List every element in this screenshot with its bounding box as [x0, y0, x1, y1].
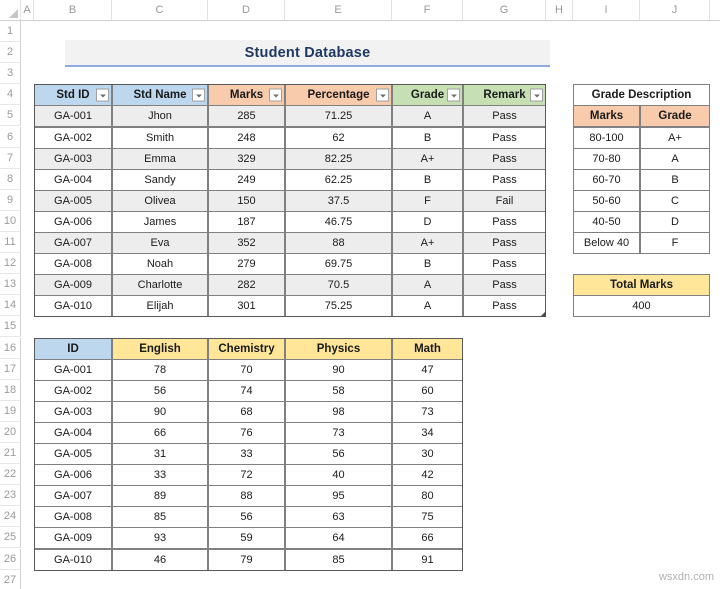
column-header-a[interactable]: A — [21, 0, 34, 20]
subject-cell-chemistry[interactable]: 56 — [208, 506, 285, 528]
student-cell-percentage[interactable]: 62.25 — [285, 169, 392, 191]
row-header-18[interactable]: 18 — [0, 380, 21, 401]
row-header-13[interactable]: 13 — [0, 274, 21, 295]
student-cell-grade[interactable]: F — [392, 190, 463, 212]
subject-cell-chemistry[interactable]: 74 — [208, 380, 285, 402]
subject-cell-id[interactable]: GA-001 — [34, 359, 112, 381]
student-cell-id[interactable]: GA-009 — [34, 274, 112, 296]
subject-cell-id[interactable]: GA-007 — [34, 485, 112, 507]
student-cell-grade[interactable]: B — [392, 253, 463, 275]
subject-cell-chemistry[interactable]: 68 — [208, 401, 285, 423]
row-header-14[interactable]: 14 — [0, 295, 21, 316]
row-header-12[interactable]: 12 — [0, 253, 21, 274]
subject-cell-math[interactable]: 66 — [392, 527, 463, 549]
table-resize-grip[interactable] — [540, 311, 546, 317]
subject-cell-english[interactable]: 33 — [112, 464, 208, 486]
student-cell-remark[interactable]: Pass — [463, 105, 546, 127]
row-header-5[interactable]: 5 — [0, 105, 21, 126]
student-cell-percentage[interactable]: 88 — [285, 232, 392, 254]
row-header-2[interactable]: 2 — [0, 42, 21, 63]
row-header-26[interactable]: 26 — [0, 549, 21, 570]
student-cell-grade[interactable]: D — [392, 211, 463, 233]
row-header-1[interactable]: 1 — [0, 21, 21, 42]
grade-description-cell-marks[interactable]: 40-50 — [573, 211, 640, 233]
student-cell-id[interactable]: GA-001 — [34, 105, 112, 127]
student-table-header-name[interactable]: Std Name — [112, 84, 208, 106]
student-cell-name[interactable]: Olivea — [112, 190, 208, 212]
column-header-strip — [0, 0, 720, 21]
student-cell-grade[interactable]: B — [392, 169, 463, 191]
grade-description-cell-grade[interactable]: B — [640, 169, 710, 191]
student-cell-marks[interactable]: 301 — [208, 295, 285, 317]
student-cell-grade[interactable]: A — [392, 105, 463, 127]
student-cell-marks[interactable]: 352 — [208, 232, 285, 254]
row-header-21[interactable]: 21 — [0, 443, 21, 464]
student-cell-remark[interactable]: Pass — [463, 232, 546, 254]
row-header-4[interactable]: 4 — [0, 84, 21, 105]
row-header-15[interactable]: 15 — [0, 316, 21, 337]
subject-cell-physics[interactable]: 64 — [285, 527, 392, 549]
row-header-8[interactable]: 8 — [0, 169, 21, 190]
column-header-c[interactable]: C — [112, 0, 208, 20]
grade-description-cell-grade[interactable]: A+ — [640, 127, 710, 149]
student-cell-percentage[interactable]: 69.75 — [285, 253, 392, 275]
subject-cell-physics[interactable]: 63 — [285, 506, 392, 528]
row-header-19[interactable]: 19 — [0, 401, 21, 422]
subject-cell-math[interactable]: 42 — [392, 464, 463, 486]
student-cell-marks[interactable]: 279 — [208, 253, 285, 275]
subject-cell-math[interactable]: 73 — [392, 401, 463, 423]
grade-description-header-grade: Grade — [640, 105, 710, 127]
student-table-header-grade[interactable]: Grade — [392, 84, 463, 106]
grade-description-header-marks: Marks — [573, 105, 640, 127]
student-cell-remark[interactable]: Pass — [463, 295, 546, 317]
column-header-d[interactable]: D — [208, 0, 285, 20]
student-cell-remark[interactable]: Pass — [463, 148, 546, 170]
student-table-header-marks[interactable]: Marks — [208, 84, 285, 106]
student-cell-grade[interactable]: A+ — [392, 232, 463, 254]
row-header-10[interactable]: 10 — [0, 211, 21, 232]
row-header-23[interactable]: 23 — [0, 485, 21, 506]
grade-description-cell-marks[interactable]: 50-60 — [573, 190, 640, 212]
subject-cell-math[interactable]: 80 — [392, 485, 463, 507]
subject-cell-english[interactable]: 89 — [112, 485, 208, 507]
grade-description-cell-grade[interactable]: D — [640, 211, 710, 233]
student-cell-percentage[interactable]: 71.25 — [285, 105, 392, 127]
select-all-triangle-icon — [9, 9, 18, 18]
student-cell-grade[interactable]: B — [392, 127, 463, 149]
row-header-25[interactable]: 25 — [0, 527, 21, 548]
subject-cell-physics[interactable]: 73 — [285, 422, 392, 444]
grade-description-cell-marks[interactable]: 70-80 — [573, 148, 640, 170]
student-cell-id[interactable]: GA-005 — [34, 190, 112, 212]
row-header-7[interactable]: 7 — [0, 148, 21, 169]
filter-dropdown-icon[interactable] — [96, 89, 109, 102]
subject-cell-chemistry[interactable]: 88 — [208, 485, 285, 507]
student-cell-id[interactable]: GA-008 — [34, 253, 112, 275]
student-cell-marks[interactable]: 285 — [208, 105, 285, 127]
subject-cell-english[interactable]: 93 — [112, 527, 208, 549]
subject-cell-physics[interactable]: 56 — [285, 443, 392, 465]
subject-cell-math[interactable]: 30 — [392, 443, 463, 465]
student-cell-percentage[interactable]: 70.5 — [285, 274, 392, 296]
student-cell-marks[interactable]: 249 — [208, 169, 285, 191]
column-header-g[interactable]: G — [463, 0, 546, 20]
student-cell-percentage[interactable]: 62 — [285, 127, 392, 149]
column-header-e[interactable]: E — [285, 0, 392, 20]
subject-table-header-physics: Physics — [285, 338, 392, 360]
student-cell-marks[interactable]: 150 — [208, 190, 285, 212]
filter-dropdown-icon[interactable] — [192, 89, 205, 102]
student-cell-percentage[interactable]: 75.25 — [285, 295, 392, 317]
student-cell-name[interactable]: Jhon — [112, 105, 208, 127]
student-cell-id[interactable]: GA-002 — [34, 127, 112, 149]
row-header-17[interactable]: 17 — [0, 359, 21, 380]
subject-cell-id[interactable]: GA-003 — [34, 401, 112, 423]
row-header-24[interactable]: 24 — [0, 506, 21, 527]
subject-cell-chemistry[interactable]: 79 — [208, 549, 285, 571]
column-header-f[interactable]: F — [392, 0, 463, 20]
subject-cell-physics[interactable]: 98 — [285, 401, 392, 423]
subject-cell-id[interactable]: GA-009 — [34, 527, 112, 549]
student-cell-remark[interactable]: Pass — [463, 274, 546, 296]
subject-cell-math[interactable]: 60 — [392, 380, 463, 402]
grade-description-cell-marks[interactable]: 80-100 — [573, 127, 640, 149]
grade-description-cell-grade[interactable]: C — [640, 190, 710, 212]
subject-cell-physics[interactable]: 90 — [285, 359, 392, 381]
student-cell-marks[interactable]: 282 — [208, 274, 285, 296]
total-marks-label: Total Marks — [573, 274, 710, 296]
subject-cell-physics[interactable]: 58 — [285, 380, 392, 402]
subject-cell-id[interactable]: GA-002 — [34, 380, 112, 402]
student-cell-name[interactable]: Elijah — [112, 295, 208, 317]
grade-description-cell-grade[interactable]: F — [640, 232, 710, 254]
student-cell-marks[interactable]: 329 — [208, 148, 285, 170]
subject-cell-math[interactable]: 34 — [392, 422, 463, 444]
student-cell-grade[interactable]: A — [392, 274, 463, 296]
row-header-3[interactable]: 3 — [0, 63, 21, 84]
row-header-22[interactable]: 22 — [0, 464, 21, 485]
subject-cell-english[interactable]: 85 — [112, 506, 208, 528]
subject-cell-chemistry[interactable]: 33 — [208, 443, 285, 465]
subject-cell-physics[interactable]: 95 — [285, 485, 392, 507]
column-header-h[interactable]: H — [546, 0, 573, 20]
row-header-27[interactable]: 27 — [0, 570, 21, 589]
student-cell-remark[interactable]: Pass — [463, 253, 546, 275]
subject-table-header-chemistry: Chemistry — [208, 338, 285, 360]
row-header-20[interactable]: 20 — [0, 422, 21, 443]
total-marks-value[interactable]: 400 — [573, 295, 710, 317]
subject-cell-chemistry[interactable]: 59 — [208, 527, 285, 549]
student-cell-percentage[interactable]: 37.5 — [285, 190, 392, 212]
subject-cell-id[interactable]: GA-008 — [34, 506, 112, 528]
subject-cell-english[interactable]: 56 — [112, 380, 208, 402]
subject-cell-id[interactable]: GA-006 — [34, 464, 112, 486]
watermark-label: wsxdn.com — [658, 571, 714, 583]
row-header-11[interactable]: 11 — [0, 232, 21, 253]
student-cell-grade[interactable]: A+ — [392, 148, 463, 170]
student-cell-grade[interactable]: A — [392, 295, 463, 317]
filter-dropdown-icon[interactable] — [269, 89, 282, 102]
subject-cell-id[interactable]: GA-010 — [34, 549, 112, 571]
subject-cell-english[interactable]: 66 — [112, 422, 208, 444]
filter-dropdown-icon[interactable] — [376, 89, 389, 102]
subject-cell-chemistry[interactable]: 76 — [208, 422, 285, 444]
student-cell-marks[interactable]: 248 — [208, 127, 285, 149]
column-header-b[interactable]: B — [34, 0, 112, 20]
select-all-corner[interactable] — [0, 0, 21, 20]
subject-table-header-english: English — [112, 338, 208, 360]
student-cell-name[interactable]: Sandy — [112, 169, 208, 191]
student-table-header-remark[interactable]: Remark — [463, 84, 546, 106]
subject-cell-chemistry[interactable]: 70 — [208, 359, 285, 381]
row-header-9[interactable]: 9 — [0, 190, 21, 211]
student-cell-name[interactable]: Smith — [112, 127, 208, 149]
student-cell-id[interactable]: GA-006 — [34, 211, 112, 233]
student-cell-id[interactable]: GA-004 — [34, 169, 112, 191]
student-table-header-percentage[interactable]: Percentage — [285, 84, 392, 106]
student-cell-percentage[interactable]: 82.25 — [285, 148, 392, 170]
student-cell-name[interactable]: Emma — [112, 148, 208, 170]
student-table-header-id[interactable]: Std ID — [34, 84, 112, 106]
student-cell-remark[interactable]: Pass — [463, 127, 546, 149]
student-cell-remark[interactable]: Pass — [463, 211, 546, 233]
row-header-6[interactable]: 6 — [0, 127, 21, 148]
subject-cell-chemistry[interactable]: 72 — [208, 464, 285, 486]
subject-cell-physics[interactable]: 40 — [285, 464, 392, 486]
subject-cell-math[interactable]: 91 — [392, 549, 463, 571]
grade-description-cell-marks[interactable]: 60-70 — [573, 169, 640, 191]
subject-cell-english[interactable]: 46 — [112, 549, 208, 571]
student-cell-name[interactable]: Noah — [112, 253, 208, 275]
student-cell-name[interactable]: Charlotte — [112, 274, 208, 296]
subject-cell-math[interactable]: 47 — [392, 359, 463, 381]
student-cell-id[interactable]: GA-007 — [34, 232, 112, 254]
student-cell-remark[interactable]: Pass — [463, 169, 546, 191]
row-header-16[interactable]: 16 — [0, 338, 21, 359]
filter-dropdown-icon[interactable] — [530, 89, 543, 102]
subject-cell-english[interactable]: 90 — [112, 401, 208, 423]
subject-cell-english[interactable]: 31 — [112, 443, 208, 465]
student-cell-id[interactable]: GA-010 — [34, 295, 112, 317]
student-cell-id[interactable]: GA-003 — [34, 148, 112, 170]
column-header-i[interactable]: I — [573, 0, 640, 20]
column-header-j[interactable]: J — [640, 0, 710, 20]
subject-cell-id[interactable]: GA-004 — [34, 422, 112, 444]
student-cell-marks[interactable]: 187 — [208, 211, 285, 233]
subject-cell-id[interactable]: GA-005 — [34, 443, 112, 465]
subject-cell-english[interactable]: 78 — [112, 359, 208, 381]
subject-cell-physics[interactable]: 85 — [285, 549, 392, 571]
student-cell-percentage[interactable]: 46.75 — [285, 211, 392, 233]
subject-cell-math[interactable]: 75 — [392, 506, 463, 528]
grade-description-cell-marks[interactable]: Below 40 — [573, 232, 640, 254]
student-cell-name[interactable]: Eva — [112, 232, 208, 254]
grade-description-cell-grade[interactable]: A — [640, 148, 710, 170]
subject-table-header-id: ID — [34, 338, 112, 360]
grade-description-title: Grade Description — [573, 84, 710, 106]
student-cell-remark[interactable]: Fail — [463, 190, 546, 212]
subject-table-header-math: Math — [392, 338, 463, 360]
sheet-title-banner: Student Database — [65, 40, 550, 67]
filter-dropdown-icon[interactable] — [447, 89, 460, 102]
student-cell-name[interactable]: James — [112, 211, 208, 233]
